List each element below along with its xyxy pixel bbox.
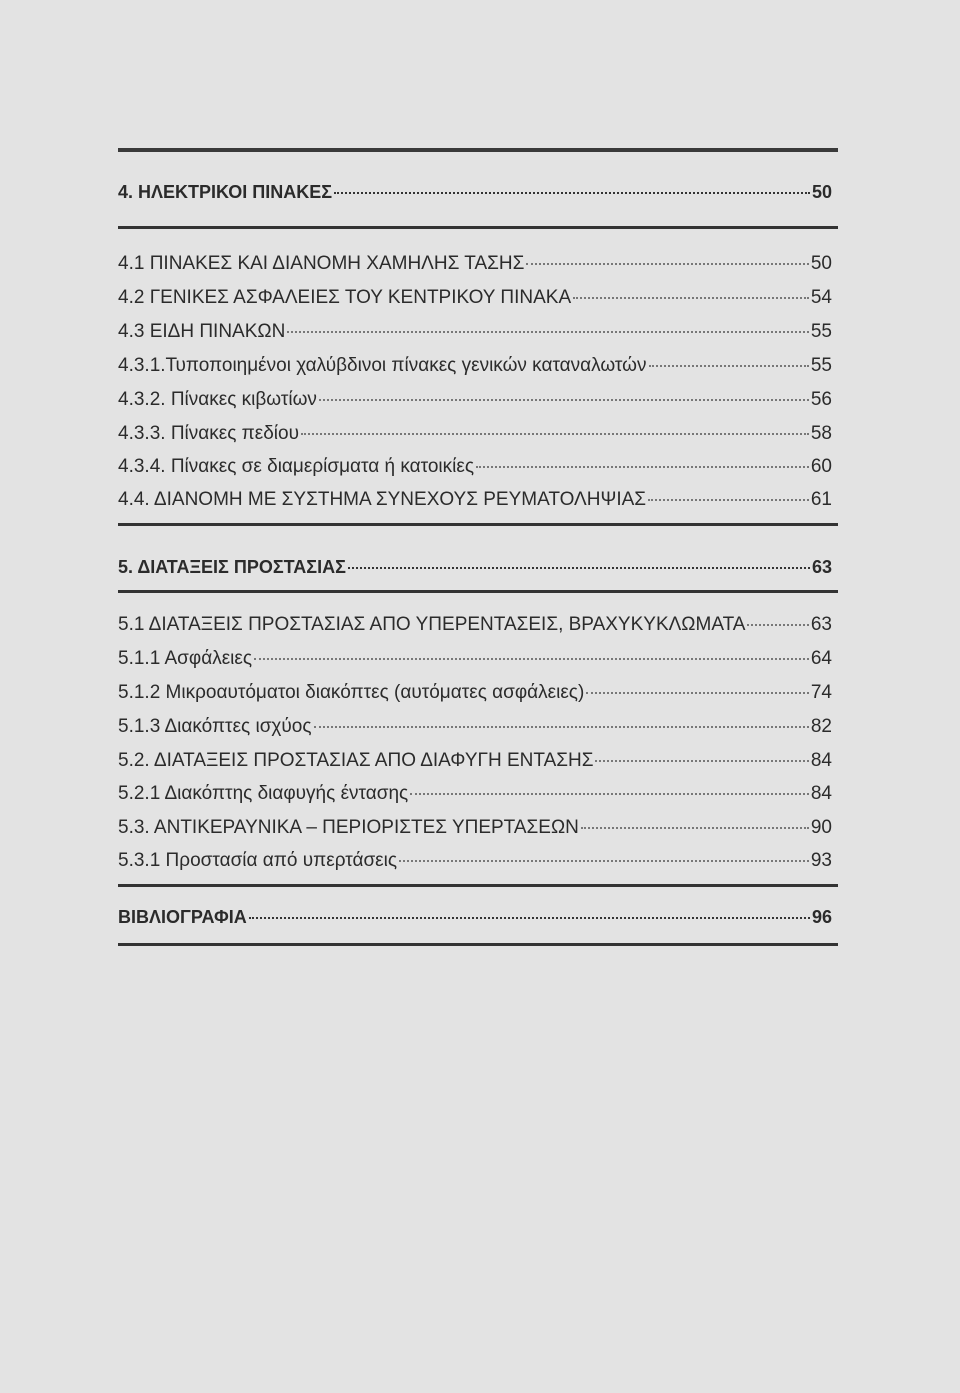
- dot-leader: [586, 691, 809, 694]
- toc-entry: [118, 388, 832, 412]
- dot-leader: [334, 191, 810, 194]
- toc-entry-page: 82: [810, 716, 832, 737]
- divider-rule: [118, 590, 838, 593]
- dot-leader: [348, 566, 810, 569]
- toc-entry-chapter-5: [118, 555, 832, 579]
- toc-entry-page: 50: [811, 182, 832, 202]
- toc-entry-label: 5.1.1 Ασφάλειες: [118, 648, 253, 669]
- toc-entry: [118, 749, 832, 773]
- toc-entry-label: 5.1 ΔΙΑΤΑΞΕΙΣ ΠΡΟΣΤΑΣΙΑΣ ΑΠΟ ΥΠΕΡΕΝΤΑΣΕΙΣ, ΒΡΑΧΥΚΥΚΛΩΜΑΤΑ: [118, 614, 746, 635]
- toc-entry: [118, 488, 832, 512]
- toc-entry-page: 61: [810, 489, 832, 510]
- toc-entry-label: 4.3.2. Πίνακες κιβωτίων: [118, 389, 317, 410]
- toc-entry-page: 64: [810, 648, 832, 669]
- toc-entry: [118, 422, 832, 446]
- toc-entry: [118, 286, 832, 310]
- toc-entry-page: 63: [810, 614, 832, 635]
- toc-entry: [118, 613, 832, 637]
- toc-entry-page: 50: [810, 253, 832, 274]
- dot-leader: [573, 296, 809, 299]
- toc-entry-page: 56: [810, 389, 832, 410]
- toc-entry-label: 5. ΔΙΑΤΑΞΕΙΣ ΠΡΟΣΤΑΣΙΑΣ: [118, 557, 346, 577]
- toc-entry-label: 5.1.3 Διακόπτες ισχύος: [118, 716, 312, 737]
- toc-entry-page: 84: [810, 783, 832, 804]
- toc-entry-label: 5.3. ΑΝΤΙΚΕΡΑΥΝΙΚΑ – ΠΕΡΙΟΡΙΣΤΕΣ ΥΠΕΡΤΑΣΕΩΝ: [118, 817, 579, 838]
- toc-entry-page: 74: [810, 682, 832, 703]
- dot-leader: [649, 364, 809, 367]
- toc-entry-label: 4.1 ΠΙΝΑΚΕΣ ΚΑΙ ΔΙΑΝΟΜΗ ΧΑΜΗΛΗΣ ΤΑΣΗΣ: [118, 253, 525, 274]
- dot-leader: [581, 826, 809, 829]
- dot-leader: [747, 623, 808, 626]
- toc-entry-label: 5.2. ΔΙΑΤΑΞΕΙΣ ΠΡΟΣΤΑΣΙΑΣ ΑΠΟ ΔΙΑΦΥΓΗ ΕΝΤΑΣΗΣ: [118, 750, 594, 771]
- dot-leader: [249, 916, 810, 919]
- dot-leader: [399, 859, 809, 862]
- toc-entry-chapter-4: [118, 180, 832, 204]
- toc-entry-bibliography: [118, 905, 832, 929]
- toc-entry-label: 4.3.3. Πίνακες πεδίου: [118, 423, 299, 444]
- toc-entry: [118, 320, 832, 344]
- divider-rule: [118, 943, 838, 946]
- divider-rule: [118, 884, 838, 887]
- dot-leader: [319, 398, 809, 401]
- toc-entry-page: 55: [810, 321, 832, 342]
- divider-rule: [118, 148, 838, 152]
- toc-entry: [118, 647, 832, 671]
- divider-rule: [118, 226, 838, 229]
- toc-entry-label: 4.4. ΔΙΑΝΟΜΗ ΜΕ ΣΥΣΤΗΜΑ ΣΥΝΕΧΟΥΣ ΡΕΥΜΑΤΟΛΗΨΙΑΣ: [118, 489, 647, 510]
- dot-leader: [648, 498, 809, 501]
- toc-entry-page: 58: [810, 423, 832, 444]
- toc-entry: [118, 782, 832, 806]
- dot-leader: [595, 759, 808, 762]
- dot-leader: [301, 432, 809, 435]
- toc-entry-label: 4.2 ΓΕΝΙΚΕΣ ΑΣΦΑΛΕΙΕΣ ΤΟΥ ΚΕΝΤΡΙΚΟΥ ΠΙΝΑΚΑ: [118, 287, 572, 308]
- toc-entry: [118, 252, 832, 276]
- toc-entry-page: 54: [810, 287, 832, 308]
- toc-entry-label: 4.3 ΕΙΔΗ ΠΙΝΑΚΩΝ: [118, 321, 286, 342]
- toc-entry-page: 63: [811, 557, 832, 577]
- toc-entry-label: 4.3.4. Πίνακες σε διαμερίσματα ή κατοικίες: [118, 456, 474, 477]
- toc-entry-label: ΒΙΒΛΙΟΓΡΑΦΙΑ: [118, 907, 247, 927]
- toc-entry: [118, 681, 832, 705]
- dot-leader: [254, 657, 809, 660]
- toc-entry-page: 84: [810, 750, 832, 771]
- toc-entry-label: 4. ΗΛΕΚΤΡΙΚΟΙ ΠΙΝΑΚΕΣ: [118, 182, 333, 202]
- toc-entry-page: 96: [811, 907, 832, 927]
- dot-leader: [287, 330, 809, 333]
- toc-entry-label: 5.2.1 Διακόπτης διαφυγής έντασης: [118, 783, 409, 804]
- dot-leader: [526, 262, 809, 265]
- toc-entry-page: 90: [810, 817, 832, 838]
- divider-rule: [118, 523, 838, 526]
- toc-entry-page: 55: [810, 355, 832, 376]
- toc-entry: [118, 849, 832, 873]
- toc-entry: [118, 715, 832, 739]
- toc-entry-label: 4.3.1.Τυποποιημένοι χαλύβδινοι πίνακες γενικών καταναλωτών: [118, 355, 647, 376]
- dot-leader: [410, 792, 809, 795]
- toc-entry: [118, 354, 832, 378]
- toc-entry: [118, 455, 832, 479]
- toc-entry-page: 60: [810, 456, 832, 477]
- dot-leader: [476, 465, 809, 468]
- dot-leader: [314, 725, 809, 728]
- toc-entry-label: 5.1.2 Μικροαυτόματοι διακόπτες (αυτόματες ασφάλειες): [118, 682, 585, 703]
- toc-entry-label: 5.3.1 Προστασία από υπερτάσεις: [118, 850, 398, 871]
- toc-entry: [118, 816, 832, 840]
- toc-entry-page: 93: [810, 850, 832, 871]
